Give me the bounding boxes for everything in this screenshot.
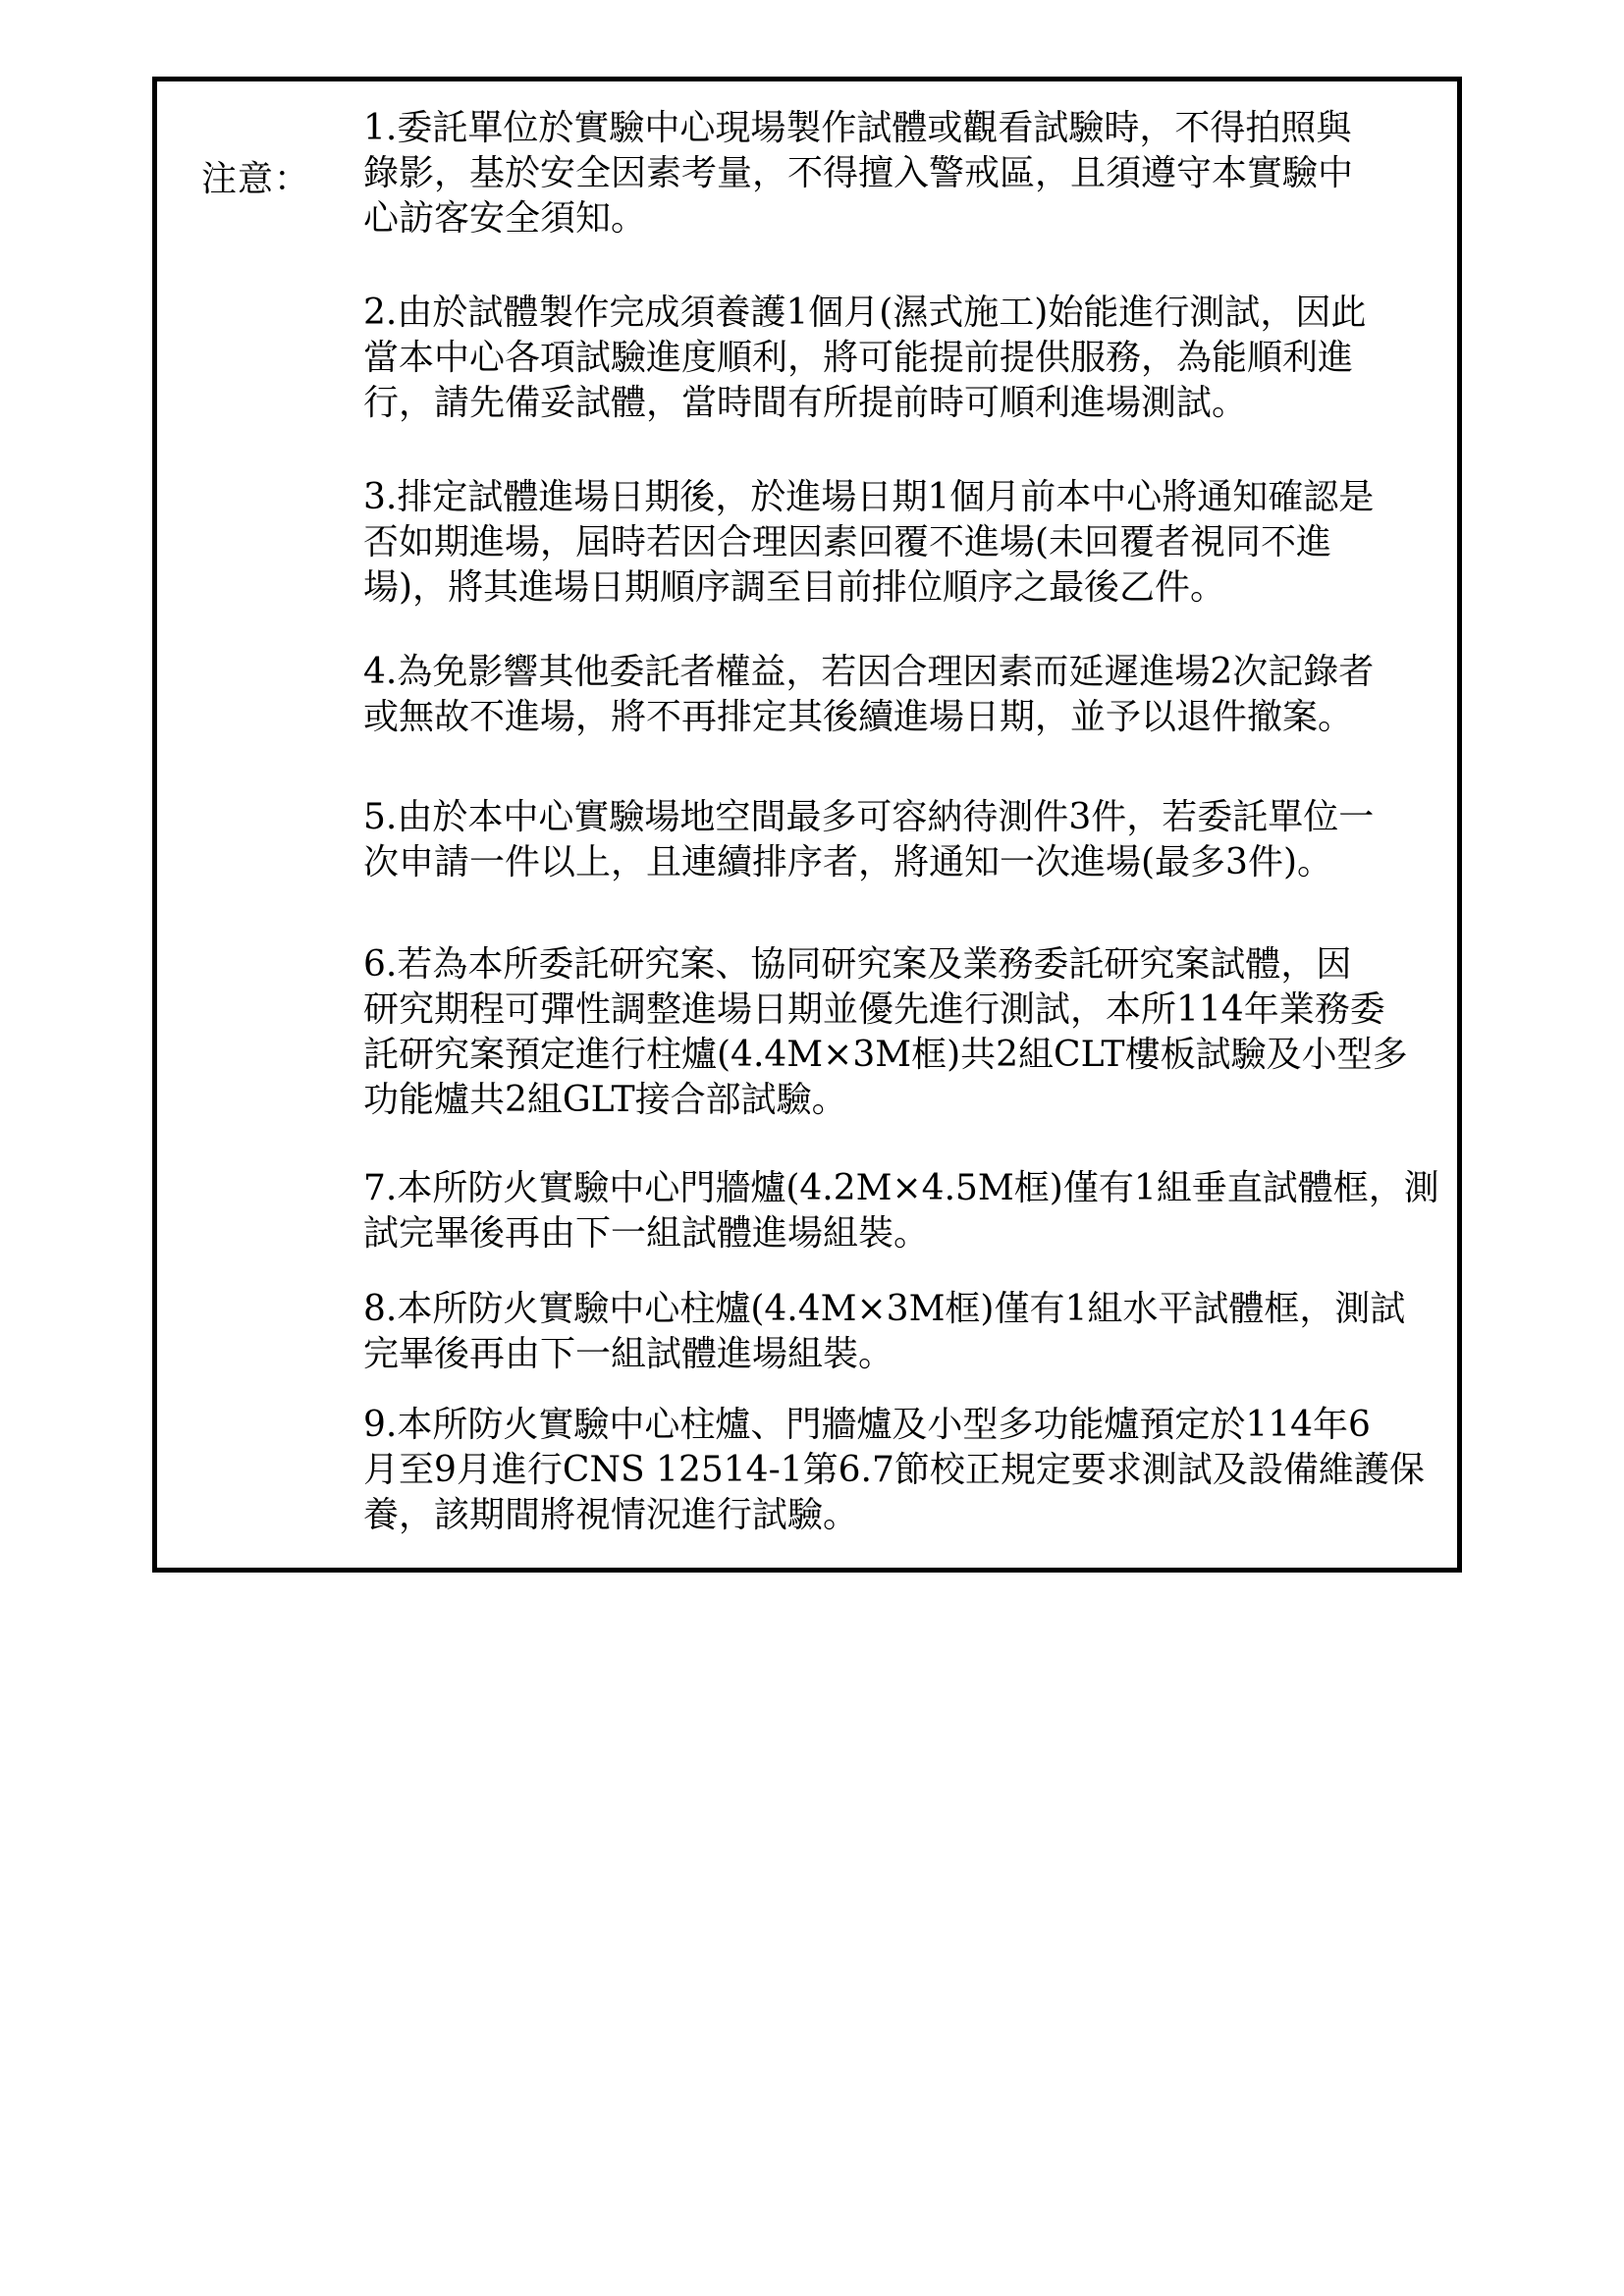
notice-item-5 xyxy=(363,795,1453,885)
notice-item-7 xyxy=(363,1166,1453,1256)
notice-item-line: 或無故不進場，將不再排定其後續進場日期，並予以退件撤案。 xyxy=(363,697,1354,737)
notice-item-1 xyxy=(363,106,1453,241)
notice-item-line: 試完畢後再由下一組試體進場組裝。 xyxy=(363,1213,930,1254)
notice-box xyxy=(152,77,1462,1573)
notice-label: 注意： xyxy=(201,159,311,199)
notice-item-9 xyxy=(363,1403,1453,1538)
notice-item-line: 功能爐共2組GLT接合部試驗。 xyxy=(363,1080,847,1120)
notice-item-line: 養，該期間將視情況進行試驗。 xyxy=(363,1495,859,1535)
notice-item-8 xyxy=(363,1287,1453,1377)
notice-item-line: 7.本所防火實驗中心門牆爐(4.2M×4.5M框)僅有1組垂直試體框，測 xyxy=(363,1168,1439,1208)
notice-item-line: 月至9月進行CNS 12514-1第6.7節校正規定要求測試及設備維護保 xyxy=(363,1450,1425,1490)
notice-item-line: 託研究案預定進行柱爐(4.4M×3M框)共2組CLT樓板試驗及小型多 xyxy=(363,1035,1408,1075)
notice-item-line: 6.若為本所委託研究案、協同研究案及業務委託研究案試體，因 xyxy=(363,944,1352,985)
notice-item-line: 1.委託單位於實驗中心現場製作試體或觀看試驗時，不得拍照與 xyxy=(363,108,1352,148)
notice-item-4 xyxy=(363,650,1453,740)
notice-item-line: 錄影，基於安全因素考量，不得擅入警戒區，且須遵守本實驗中 xyxy=(363,153,1354,193)
notice-item-line: 完畢後再由下一組試體進場組裝。 xyxy=(363,1334,894,1374)
notice-item-line: 3.排定試體進場日期後，於進場日期1個月前本中心將通知確認是 xyxy=(363,477,1375,517)
notice-item-line: 當本中心各項試驗進度順利，將可能提前提供服務，為能順利進 xyxy=(363,338,1354,378)
notice-item-line: 2.由於試體製作完成須養護1個月(濕式施工)始能進行測試，因此 xyxy=(363,293,1367,333)
notice-item-line: 5.由於本中心實驗場地空間最多可容納待測件3件，若委託單位一 xyxy=(363,797,1375,837)
notice-item-2 xyxy=(363,291,1453,426)
notice-item-3 xyxy=(363,475,1453,611)
notice-item-line: 心訪客安全須知。 xyxy=(363,198,647,239)
notice-item-line: 8.本所防火實驗中心柱爐(4.4M×3M框)僅有1組水平試體框，測試 xyxy=(363,1289,1406,1329)
notice-item-line: 次申請一件以上，且連續排序者，將通知一次進場(最多3件)。 xyxy=(363,842,1332,882)
notice-item-line: 4.為免影響其他委託者權益，若因合理因素而延遲進場2次記錄者 xyxy=(363,652,1375,692)
notice-item-line: 研究期程可彈性調整進場日期並優先進行測試，本所114年業務委 xyxy=(363,989,1385,1030)
notice-item-line: 場)，將其進場日期順序調至目前排位順序之最後乙件。 xyxy=(363,567,1226,608)
notice-item-line: 行，請先備妥試體，當時間有所提前時可順利進場測試。 xyxy=(363,383,1248,423)
notice-item-line: 9.本所防火實驗中心柱爐、門牆爐及小型多功能爐預定於114年6 xyxy=(363,1405,1371,1445)
notice-item-line: 否如期進場，屆時若因合理因素回覆不進場(未回覆者視同不進 xyxy=(363,522,1332,562)
notice-item-6 xyxy=(363,942,1453,1123)
